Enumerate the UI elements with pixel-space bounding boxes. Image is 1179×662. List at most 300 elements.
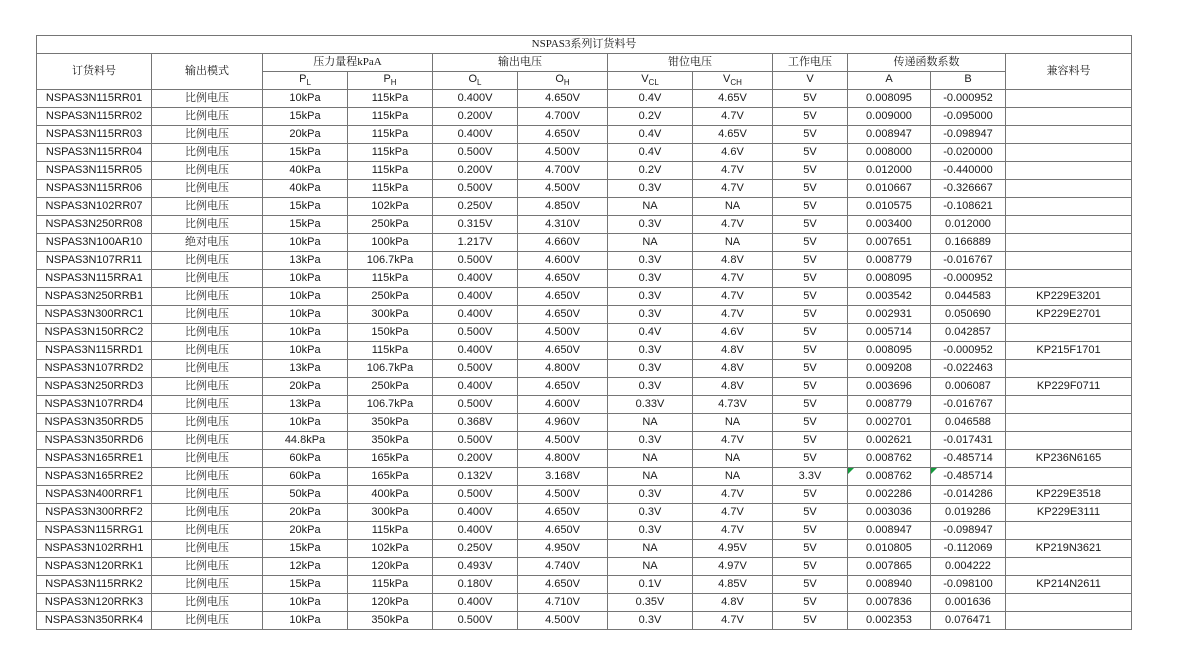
cell-supply-v: 5V	[773, 558, 848, 576]
cell-vch: 4.7V	[693, 432, 773, 450]
cell-ol: 0.200V	[433, 108, 518, 126]
cell-oh: 4.650V	[518, 126, 608, 144]
cell-vch: 4.65V	[693, 126, 773, 144]
cell-vcl: 0.3V	[608, 180, 693, 198]
cell-oh: 4.600V	[518, 252, 608, 270]
cell-coef-b: -0.108621	[931, 198, 1006, 216]
cell-supply-v: 5V	[773, 162, 848, 180]
cell-ph: 150kPa	[348, 324, 433, 342]
cell-pl: 40kPa	[263, 180, 348, 198]
cell-coef-a: 0.008762	[848, 468, 931, 486]
cell-supply-v: 5V	[773, 306, 848, 324]
cell-supply-v: 5V	[773, 522, 848, 540]
cell-part-number: NSPAS3N115RRG1	[37, 522, 152, 540]
cell-coef-b: -0.098947	[931, 522, 1006, 540]
cell-coef-b: -0.020000	[931, 144, 1006, 162]
cell-ph: 115kPa	[348, 162, 433, 180]
cell-coef-a: 0.002621	[848, 432, 931, 450]
cell-ph: 165kPa	[348, 450, 433, 468]
cell-ol: 0.500V	[433, 612, 518, 630]
cell-pl: 50kPa	[263, 486, 348, 504]
cell-pl: 15kPa	[263, 576, 348, 594]
cell-output-mode: 比例电压	[152, 306, 263, 324]
cell-part-number: NSPAS3N120RRK1	[37, 558, 152, 576]
col-header-compatible-part: 兼容料号	[1006, 54, 1132, 90]
cell-oh: 4.800V	[518, 450, 608, 468]
cell-pl: 20kPa	[263, 378, 348, 396]
cell-vcl: 0.4V	[608, 90, 693, 108]
cell-supply-v: 5V	[773, 90, 848, 108]
cell-part-number: NSPAS3N400RRF1	[37, 486, 152, 504]
cell-ph: 100kPa	[348, 234, 433, 252]
cell-compatible-part	[1006, 144, 1132, 162]
cell-ol: 0.500V	[433, 360, 518, 378]
cell-vcl: NA	[608, 234, 693, 252]
cell-coef-b: 0.044583	[931, 288, 1006, 306]
col-header-output-mode: 输出模式	[152, 54, 263, 90]
table-row	[37, 342, 1132, 360]
cell-pl: 60kPa	[263, 468, 348, 486]
cell-part-number: NSPAS3N102RRH1	[37, 540, 152, 558]
cell-coef-a: 0.012000	[848, 162, 931, 180]
cell-part-number: NSPAS3N107RRD4	[37, 396, 152, 414]
cell-compatible-part	[1006, 108, 1132, 126]
cell-ol: 0.500V	[433, 432, 518, 450]
cell-coef-b: -0.326667	[931, 180, 1006, 198]
cell-coef-a: 0.002701	[848, 414, 931, 432]
cell-pl: 20kPa	[263, 126, 348, 144]
cell-output-mode: 比例电压	[152, 180, 263, 198]
cell-coef-b: -0.440000	[931, 162, 1006, 180]
cell-supply-v: 5V	[773, 396, 848, 414]
cell-error-flag-icon	[931, 468, 937, 474]
table-row	[37, 378, 1132, 396]
cell-ol: 0.400V	[433, 270, 518, 288]
cell-vcl: 0.3V	[608, 378, 693, 396]
group-header-clamp-voltage: 钳位电压	[608, 54, 773, 72]
cell-vcl: 0.3V	[608, 306, 693, 324]
cell-compatible-part: KP229E3111	[1006, 504, 1132, 522]
cell-ph: 115kPa	[348, 144, 433, 162]
cell-output-mode: 比例电压	[152, 558, 263, 576]
cell-compatible-part	[1006, 522, 1132, 540]
cell-ph: 250kPa	[348, 288, 433, 306]
cell-coef-a: 0.010805	[848, 540, 931, 558]
cell-coef-b: 0.042857	[931, 324, 1006, 342]
cell-part-number: NSPAS3N115RRD1	[37, 342, 152, 360]
cell-part-number: NSPAS3N120RRK3	[37, 594, 152, 612]
cell-coef-b: -0.000952	[931, 342, 1006, 360]
cell-supply-v: 5V	[773, 198, 848, 216]
cell-vch: 4.7V	[693, 216, 773, 234]
cell-coef-a: 0.002286	[848, 486, 931, 504]
cell-output-mode: 比例电压	[152, 540, 263, 558]
cell-vcl: 0.3V	[608, 504, 693, 522]
cell-ph: 300kPa	[348, 306, 433, 324]
cell-ph: 400kPa	[348, 486, 433, 504]
cell-pl: 13kPa	[263, 396, 348, 414]
cell-ph: 115kPa	[348, 126, 433, 144]
cell-ph: 115kPa	[348, 90, 433, 108]
cell-part-number: NSPAS3N115RRK2	[37, 576, 152, 594]
cell-oh: 4.700V	[518, 162, 608, 180]
cell-supply-v: 5V	[773, 576, 848, 594]
cell-coef-a: 0.010667	[848, 180, 931, 198]
cell-output-mode: 比例电压	[152, 162, 263, 180]
cell-ol: 0.315V	[433, 216, 518, 234]
cell-part-number: NSPAS3N350RRD5	[37, 414, 152, 432]
cell-coef-b: -0.098100	[931, 576, 1006, 594]
cell-supply-v: 5V	[773, 432, 848, 450]
table-row	[37, 252, 1132, 270]
cell-output-mode: 比例电压	[152, 324, 263, 342]
cell-ol: 0.250V	[433, 198, 518, 216]
cell-supply-v: 5V	[773, 144, 848, 162]
cell-pl: 44.8kPa	[263, 432, 348, 450]
cell-ph: 250kPa	[348, 216, 433, 234]
table-row	[37, 450, 1132, 468]
cell-output-mode: 比例电压	[152, 432, 263, 450]
table-row	[37, 432, 1132, 450]
cell-ol: 0.400V	[433, 378, 518, 396]
cell-vch: 4.8V	[693, 378, 773, 396]
cell-output-mode: 比例电压	[152, 504, 263, 522]
cell-part-number: NSPAS3N102RR07	[37, 198, 152, 216]
cell-ph: 350kPa	[348, 432, 433, 450]
cell-vch: 4.95V	[693, 540, 773, 558]
cell-coef-a: 0.003400	[848, 216, 931, 234]
cell-coef-a: 0.008779	[848, 252, 931, 270]
cell-part-number: NSPAS3N100AR10	[37, 234, 152, 252]
cell-vcl: 0.35V	[608, 594, 693, 612]
cell-pl: 12kPa	[263, 558, 348, 576]
cell-ol: 0.493V	[433, 558, 518, 576]
cell-coef-a: 0.008779	[848, 396, 931, 414]
cell-pl: 13kPa	[263, 360, 348, 378]
cell-coef-a: 0.008940	[848, 576, 931, 594]
cell-pl: 10kPa	[263, 234, 348, 252]
cell-oh: 4.800V	[518, 360, 608, 378]
cell-coef-b: -0.000952	[931, 90, 1006, 108]
cell-coef-b: 0.166889	[931, 234, 1006, 252]
cell-supply-v: 5V	[773, 414, 848, 432]
cell-supply-v: 5V	[773, 342, 848, 360]
cell-part-number: NSPAS3N350RRD6	[37, 432, 152, 450]
cell-output-mode: 比例电压	[152, 594, 263, 612]
cell-oh: 4.650V	[518, 378, 608, 396]
cell-compatible-part	[1006, 216, 1132, 234]
cell-ol: 0.500V	[433, 324, 518, 342]
cell-supply-v: 5V	[773, 360, 848, 378]
cell-compatible-part	[1006, 198, 1132, 216]
cell-ph: 350kPa	[348, 612, 433, 630]
group-header-transfer-coefficients: 传递函数系数	[848, 54, 1006, 72]
cell-output-mode: 比例电压	[152, 270, 263, 288]
cell-coef-b: 0.076471	[931, 612, 1006, 630]
cell-vcl: 0.3V	[608, 270, 693, 288]
cell-coef-a: 0.009000	[848, 108, 931, 126]
cell-ol: 0.500V	[433, 396, 518, 414]
cell-vcl: NA	[608, 540, 693, 558]
cell-output-mode: 比例电压	[152, 522, 263, 540]
cell-part-number: NSPAS3N300RRC1	[37, 306, 152, 324]
table-row	[37, 576, 1132, 594]
cell-vch: 4.7V	[693, 486, 773, 504]
cell-compatible-part	[1006, 234, 1132, 252]
cell-ph: 115kPa	[348, 576, 433, 594]
cell-oh: 4.660V	[518, 234, 608, 252]
table-row	[37, 198, 1132, 216]
cell-ph: 115kPa	[348, 108, 433, 126]
cell-part-number: NSPAS3N107RR11	[37, 252, 152, 270]
cell-part-number: NSPAS3N165RRE2	[37, 468, 152, 486]
cell-vch: 4.65V	[693, 90, 773, 108]
cell-compatible-part	[1006, 270, 1132, 288]
cell-part-number: NSPAS3N115RRA1	[37, 270, 152, 288]
group-header-pressure-range: 压力量程kPaA	[263, 54, 433, 72]
table-row	[37, 216, 1132, 234]
cell-output-mode: 比例电压	[152, 216, 263, 234]
cell-supply-v: 5V	[773, 288, 848, 306]
cell-coef-b: 0.019286	[931, 504, 1006, 522]
group-header-supply-voltage: 工作电压	[773, 54, 848, 72]
cell-coef-a: 0.008947	[848, 126, 931, 144]
table-row	[37, 594, 1132, 612]
cell-supply-v: 5V	[773, 180, 848, 198]
cell-part-number: NSPAS3N300RRF2	[37, 504, 152, 522]
cell-output-mode: 比例电压	[152, 144, 263, 162]
cell-ph: 102kPa	[348, 540, 433, 558]
cell-coef-a: 0.008095	[848, 342, 931, 360]
cell-oh: 3.168V	[518, 468, 608, 486]
cell-oh: 4.500V	[518, 324, 608, 342]
cell-coef-b: -0.000952	[931, 270, 1006, 288]
cell-vch: NA	[693, 468, 773, 486]
cell-pl: 10kPa	[263, 270, 348, 288]
cell-pl: 15kPa	[263, 108, 348, 126]
table-row	[37, 180, 1132, 198]
cell-ol: 0.500V	[433, 486, 518, 504]
cell-vch: 4.7V	[693, 306, 773, 324]
table-row	[37, 612, 1132, 630]
cell-output-mode: 比例电压	[152, 126, 263, 144]
cell-coef-b: 0.001636	[931, 594, 1006, 612]
cell-output-mode: 比例电压	[152, 252, 263, 270]
cell-ph: 120kPa	[348, 594, 433, 612]
cell-oh: 4.740V	[518, 558, 608, 576]
cell-pl: 13kPa	[263, 252, 348, 270]
table-row	[37, 108, 1132, 126]
cell-coef-b: -0.017431	[931, 432, 1006, 450]
cell-vch: NA	[693, 234, 773, 252]
cell-output-mode: 比例电压	[152, 378, 263, 396]
cell-pl: 10kPa	[263, 342, 348, 360]
cell-coef-a: 0.008095	[848, 90, 931, 108]
cell-pl: 10kPa	[263, 594, 348, 612]
cell-part-number: NSPAS3N107RRD2	[37, 360, 152, 378]
cell-compatible-part	[1006, 180, 1132, 198]
table-row	[37, 540, 1132, 558]
cell-pl: 15kPa	[263, 198, 348, 216]
cell-part-number: NSPAS3N250RRB1	[37, 288, 152, 306]
cell-output-mode: 比例电压	[152, 576, 263, 594]
table-body	[37, 90, 1132, 630]
cell-error-flag-icon	[848, 468, 854, 474]
cell-ol: 0.400V	[433, 126, 518, 144]
page-title: NSPAS3系列订货料号	[37, 36, 1132, 54]
cell-coef-a: 0.003696	[848, 378, 931, 396]
cell-vch: 4.7V	[693, 162, 773, 180]
cell-pl: 15kPa	[263, 216, 348, 234]
col-header-ol: $O_L$	[433, 72, 518, 90]
cell-coef-a: 0.007865	[848, 558, 931, 576]
cell-vch: 4.7V	[693, 180, 773, 198]
cell-coef-a: 0.010575	[848, 198, 931, 216]
col-header-pl: $P_L$	[263, 72, 348, 90]
cell-supply-v: 5V	[773, 108, 848, 126]
cell-coef-b: 0.012000	[931, 216, 1006, 234]
cell-pl: 10kPa	[263, 306, 348, 324]
part-number-table	[36, 35, 1132, 630]
table-row	[37, 144, 1132, 162]
cell-coef-a: 0.008095	[848, 270, 931, 288]
cell-vch: 4.7V	[693, 522, 773, 540]
cell-compatible-part: KP229E2701	[1006, 306, 1132, 324]
cell-vcl: NA	[608, 558, 693, 576]
cell-ol: 0.180V	[433, 576, 518, 594]
table-row	[37, 396, 1132, 414]
cell-vch: 4.8V	[693, 360, 773, 378]
title-row	[37, 36, 1132, 54]
cell-ph: 165kPa	[348, 468, 433, 486]
cell-compatible-part	[1006, 324, 1132, 342]
col-header-supply-v: V	[773, 72, 848, 90]
cell-coef-b: -0.016767	[931, 252, 1006, 270]
table-row	[37, 306, 1132, 324]
cell-compatible-part	[1006, 396, 1132, 414]
cell-ol: 0.400V	[433, 504, 518, 522]
cell-coef-b: 0.050690	[931, 306, 1006, 324]
cell-coef-b: -0.485714	[931, 468, 1006, 486]
cell-oh: 4.500V	[518, 486, 608, 504]
cell-oh: 4.650V	[518, 270, 608, 288]
cell-coef-a: 0.008947	[848, 522, 931, 540]
cell-supply-v: 5V	[773, 126, 848, 144]
cell-coef-b: -0.112069	[931, 540, 1006, 558]
cell-ph: 106.7kPa	[348, 252, 433, 270]
table-row	[37, 162, 1132, 180]
cell-compatible-part: KP236N6165	[1006, 450, 1132, 468]
cell-vch: 4.7V	[693, 504, 773, 522]
table-row	[37, 90, 1132, 108]
cell-ph: 350kPa	[348, 414, 433, 432]
cell-vcl: 0.4V	[608, 324, 693, 342]
cell-compatible-part	[1006, 252, 1132, 270]
cell-coef-a: 0.002931	[848, 306, 931, 324]
table-row	[37, 324, 1132, 342]
cell-ol: 0.200V	[433, 162, 518, 180]
cell-output-mode: 绝对电压	[152, 234, 263, 252]
cell-vch: 4.7V	[693, 612, 773, 630]
cell-vcl: NA	[608, 198, 693, 216]
cell-oh: 4.650V	[518, 306, 608, 324]
cell-compatible-part: KP215F1701	[1006, 342, 1132, 360]
cell-coef-a: 0.009208	[848, 360, 931, 378]
cell-supply-v: 5V	[773, 594, 848, 612]
cell-oh: 4.650V	[518, 522, 608, 540]
table-row	[37, 522, 1132, 540]
cell-coef-b: 0.006087	[931, 378, 1006, 396]
cell-oh: 4.960V	[518, 414, 608, 432]
cell-vch: 4.97V	[693, 558, 773, 576]
cell-ph: 300kPa	[348, 504, 433, 522]
cell-ph: 115kPa	[348, 342, 433, 360]
cell-compatible-part	[1006, 612, 1132, 630]
cell-part-number: NSPAS3N115RR01	[37, 90, 152, 108]
cell-part-number: NSPAS3N115RR06	[37, 180, 152, 198]
cell-supply-v: 5V	[773, 486, 848, 504]
cell-ol: 0.500V	[433, 180, 518, 198]
cell-oh: 4.650V	[518, 288, 608, 306]
cell-output-mode: 比例电压	[152, 468, 263, 486]
col-header-coef-a: A	[848, 72, 931, 90]
cell-pl: 10kPa	[263, 288, 348, 306]
cell-coef-b: -0.022463	[931, 360, 1006, 378]
cell-vch: 4.8V	[693, 594, 773, 612]
cell-coef-b: -0.485714	[931, 450, 1006, 468]
cell-output-mode: 比例电压	[152, 396, 263, 414]
cell-pl: 20kPa	[263, 522, 348, 540]
cell-part-number: NSPAS3N115RR04	[37, 144, 152, 162]
cell-vch: 4.7V	[693, 270, 773, 288]
cell-supply-v: 5V	[773, 252, 848, 270]
cell-part-number: NSPAS3N150RRC2	[37, 324, 152, 342]
cell-supply-v: 5V	[773, 378, 848, 396]
cell-ph: 102kPa	[348, 198, 433, 216]
cell-compatible-part: KP214N2611	[1006, 576, 1132, 594]
cell-compatible-part	[1006, 432, 1132, 450]
cell-output-mode: 比例电压	[152, 612, 263, 630]
cell-supply-v: 5V	[773, 504, 848, 522]
cell-part-number: NSPAS3N350RRK4	[37, 612, 152, 630]
cell-vch: NA	[693, 414, 773, 432]
cell-ol: 0.368V	[433, 414, 518, 432]
cell-vcl: 0.3V	[608, 252, 693, 270]
table-row	[37, 270, 1132, 288]
cell-ol: 0.400V	[433, 522, 518, 540]
cell-compatible-part: KP229E3518	[1006, 486, 1132, 504]
cell-pl: 10kPa	[263, 414, 348, 432]
cell-pl: 10kPa	[263, 324, 348, 342]
cell-pl: 20kPa	[263, 504, 348, 522]
table-row	[37, 414, 1132, 432]
cell-compatible-part	[1006, 468, 1132, 486]
cell-compatible-part	[1006, 126, 1132, 144]
cell-oh: 4.650V	[518, 504, 608, 522]
cell-oh: 4.310V	[518, 216, 608, 234]
cell-ol: 1.217V	[433, 234, 518, 252]
cell-compatible-part: KP229E3201	[1006, 288, 1132, 306]
table-row	[37, 288, 1132, 306]
col-header-coef-b: B	[931, 72, 1006, 90]
cell-part-number: NSPAS3N165RRE1	[37, 450, 152, 468]
cell-part-number: NSPAS3N115RR02	[37, 108, 152, 126]
cell-ol: 0.200V	[433, 450, 518, 468]
cell-output-mode: 比例电压	[152, 108, 263, 126]
cell-ph: 115kPa	[348, 180, 433, 198]
cell-compatible-part	[1006, 414, 1132, 432]
cell-vcl: 0.4V	[608, 144, 693, 162]
